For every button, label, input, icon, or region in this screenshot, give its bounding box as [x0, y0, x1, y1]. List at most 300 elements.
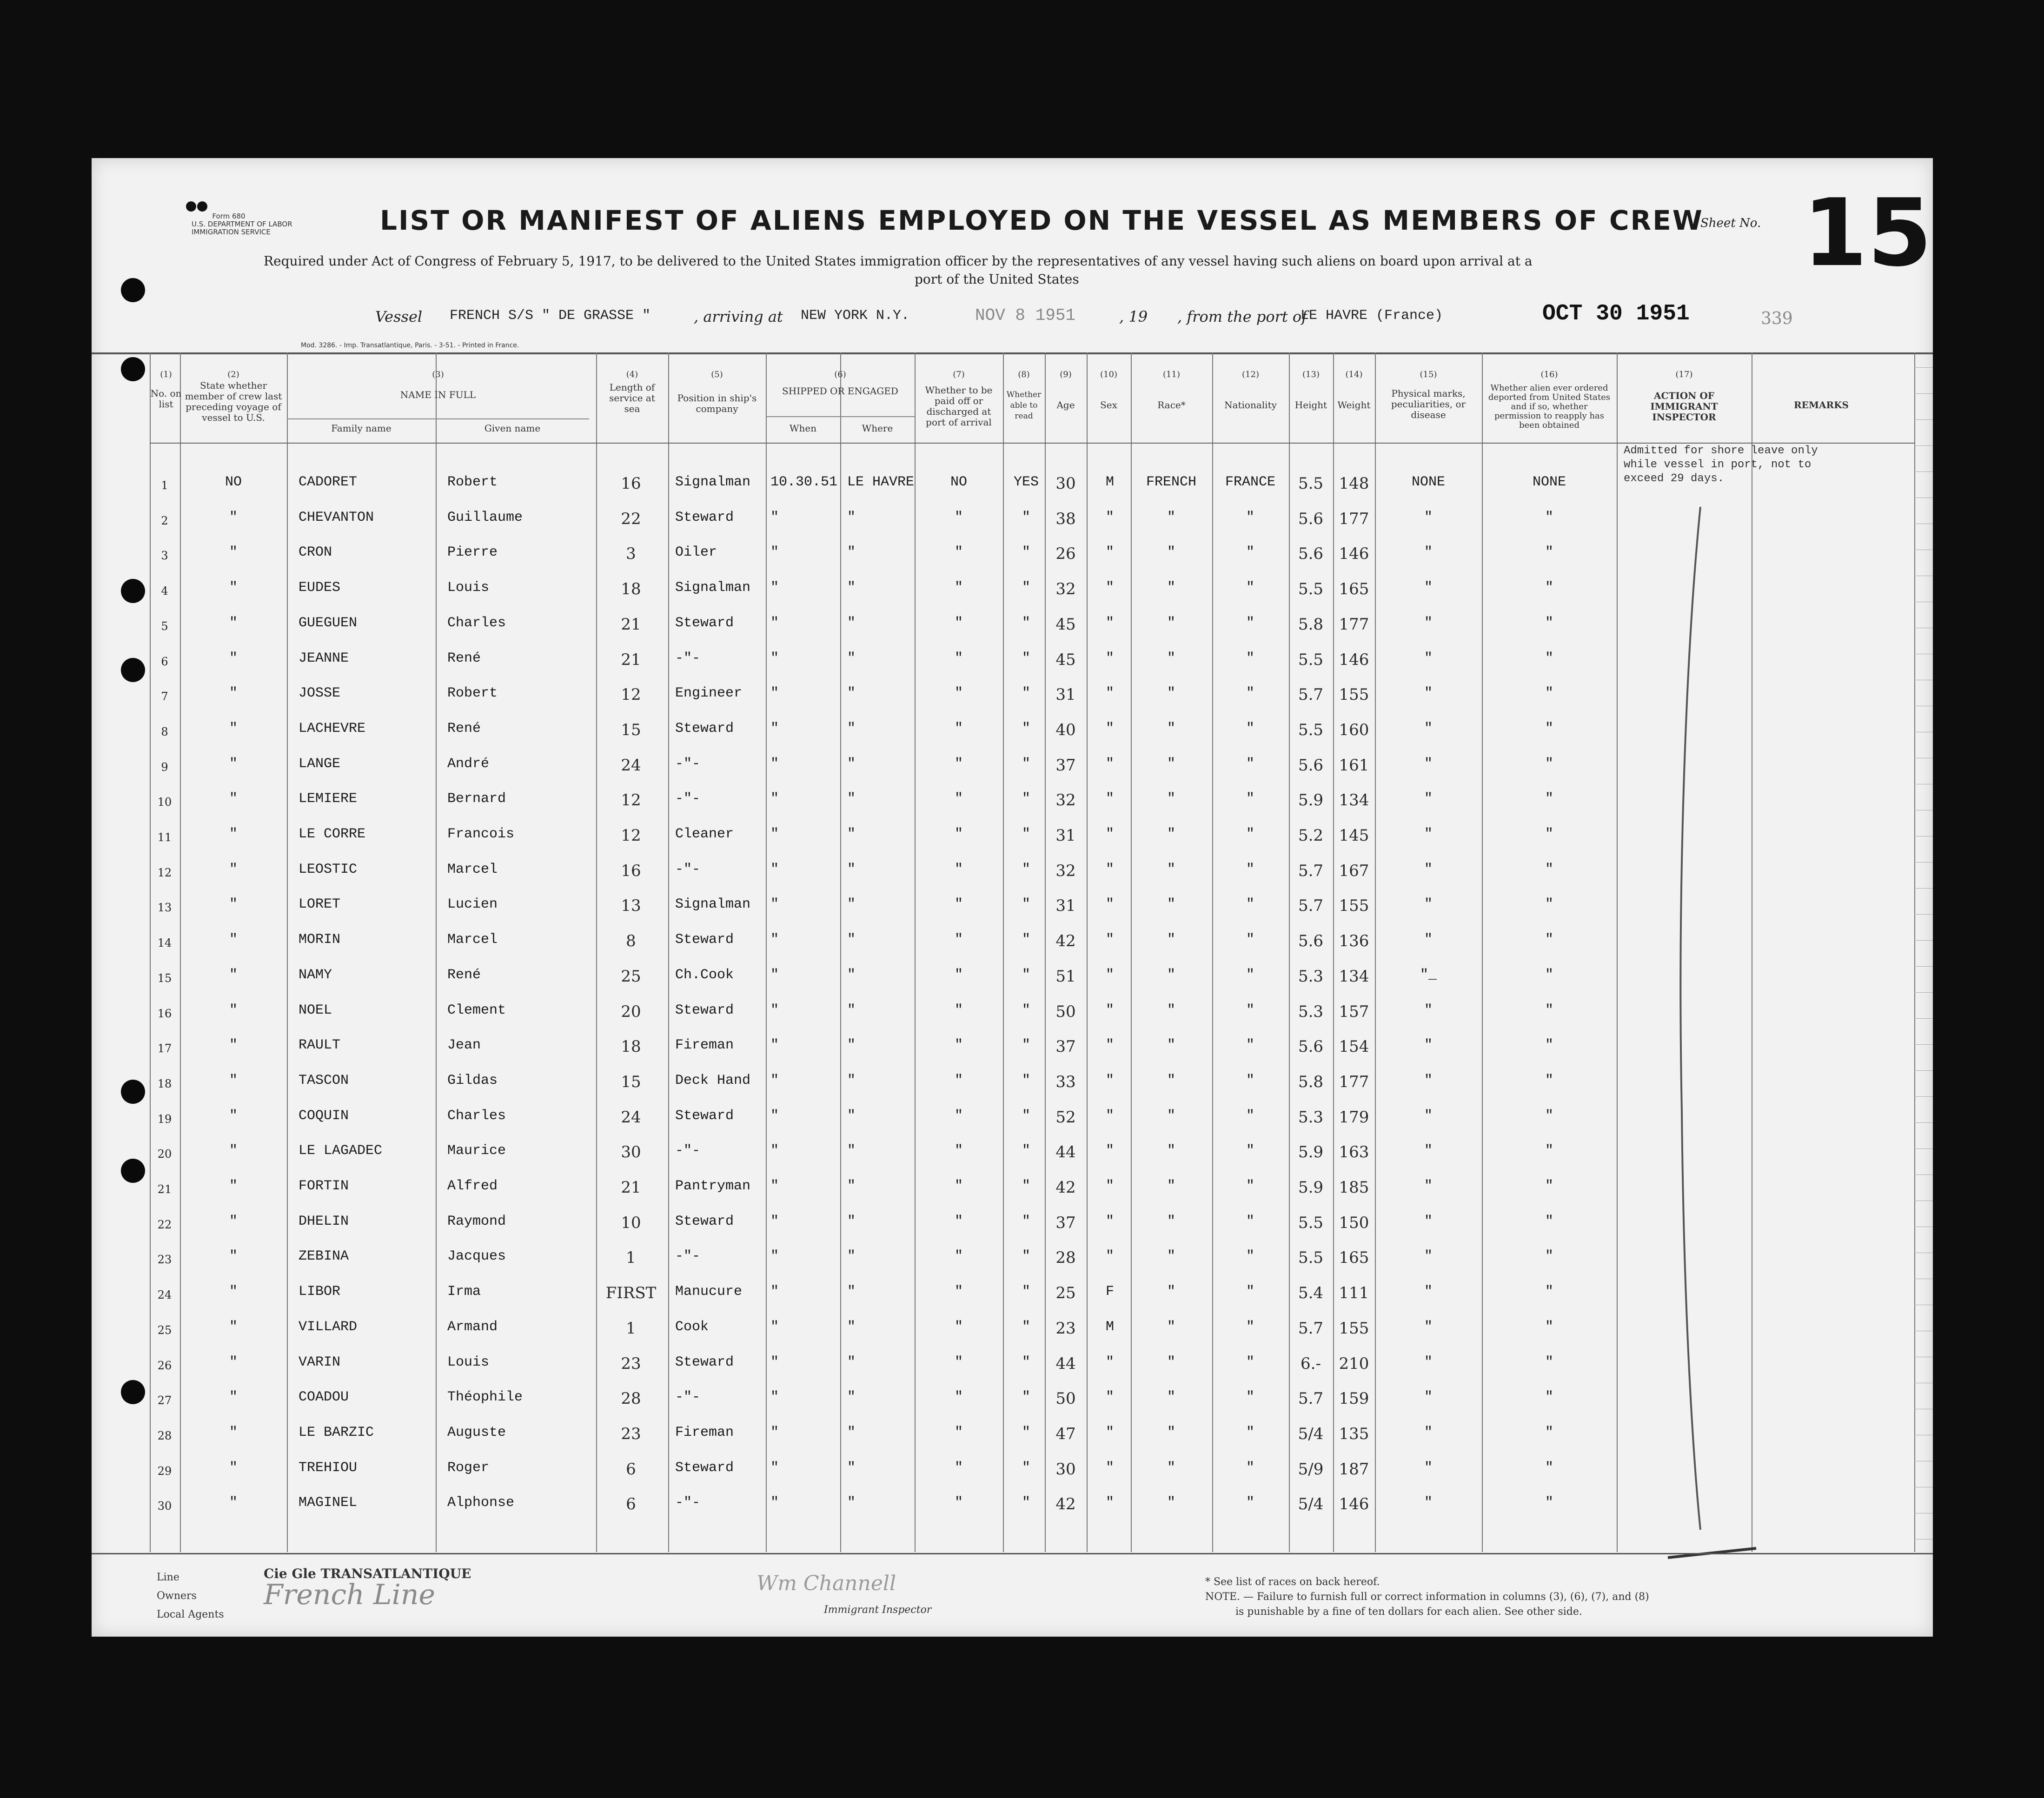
row-number: 5 — [161, 619, 168, 633]
col-num: (17) — [1675, 370, 1693, 379]
form-department: U.S. DEPARTMENT OF LABOR — [192, 220, 292, 228]
cell-deported: " — [1545, 896, 1553, 913]
cell-deported: " — [1545, 615, 1553, 631]
row-number: 22 — [157, 1218, 172, 1231]
cell-age: 32 — [1055, 791, 1076, 810]
cell-height: 5.4 — [1298, 1284, 1324, 1303]
cell-race: " — [1167, 544, 1175, 561]
cell-weight: 146 — [1339, 1495, 1369, 1514]
cell-age: 42 — [1055, 932, 1076, 951]
cell-age: 32 — [1055, 580, 1076, 599]
cell-race: " — [1167, 1178, 1175, 1194]
cell-prev: " — [229, 791, 238, 807]
cell-when: " — [770, 544, 779, 561]
cell-prev: " — [229, 1178, 238, 1194]
row-number: 3 — [161, 549, 168, 563]
cell-marks: " — [1424, 720, 1433, 736]
cell-where: " — [847, 650, 856, 666]
subtitle-line-2: port of the United States — [915, 272, 1079, 287]
cell-paid: " — [954, 580, 963, 596]
cell-family: LE BARZIC — [299, 1424, 374, 1440]
cell-family: GUEGUEN — [299, 615, 358, 631]
row-number: 30 — [157, 1499, 172, 1513]
cell-nat: " — [1246, 932, 1254, 948]
cell-height: 5.6 — [1298, 932, 1324, 951]
cell-deported: " — [1545, 1460, 1553, 1476]
vessel-name: FRENCH S/S " DE GRASSE " — [450, 308, 651, 324]
cell-deported: " — [1545, 580, 1553, 596]
fine-note: NOTE. — Failure to furnish full or correct information in columns (3), (6), (7), and (8) — [1205, 1591, 1649, 1603]
cell-age: 38 — [1055, 509, 1076, 528]
cell-when: " — [770, 826, 779, 842]
ruled-line — [1914, 419, 1933, 420]
cell-height: 5.9 — [1298, 1143, 1324, 1162]
col-num: (7) — [953, 370, 965, 379]
cell-height: 5.6 — [1298, 1037, 1324, 1056]
cell-when: " — [770, 1424, 779, 1440]
sheet-label: Sheet No. — [1700, 216, 1761, 230]
row-number: 9 — [161, 760, 168, 774]
cell-given: René — [447, 967, 481, 983]
cell-service: 21 — [621, 615, 641, 634]
cell-weight: 210 — [1339, 1354, 1369, 1373]
table-column-rule — [766, 352, 767, 1552]
cell-given: Jean — [447, 1037, 481, 1054]
binder-hole — [121, 658, 145, 682]
header-sub-rule — [287, 418, 589, 419]
ruled-line — [1914, 966, 1933, 967]
cell-height: 5.8 — [1298, 615, 1324, 634]
cell-family: MAGINEL — [299, 1495, 358, 1511]
cell-position: Pantryman — [675, 1178, 751, 1194]
cell-where: " — [847, 1284, 856, 1300]
ruled-line — [1914, 1122, 1933, 1123]
ruled-line — [1914, 940, 1933, 941]
row-number: 17 — [157, 1042, 172, 1055]
cell-marks: " — [1424, 896, 1433, 913]
cell-age: 44 — [1055, 1354, 1076, 1373]
cell-where: " — [847, 791, 856, 807]
cell-height: 5.7 — [1298, 896, 1324, 916]
cell-weight: 146 — [1339, 544, 1369, 564]
cell-marks: " — [1424, 1284, 1433, 1300]
cell-where: " — [847, 1143, 856, 1159]
binder-hole — [121, 1080, 145, 1104]
seal-dot — [197, 201, 207, 212]
cell-race: " — [1167, 1389, 1175, 1406]
cell-prev: " — [229, 1248, 238, 1265]
cell-sex: " — [1105, 1248, 1114, 1265]
cell-height: 5.7 — [1298, 1389, 1324, 1408]
col-num: (15) — [1420, 370, 1437, 379]
cell-paid: " — [954, 1108, 963, 1124]
cell-sex: " — [1105, 580, 1114, 596]
cell-service: 12 — [621, 685, 641, 704]
cell-position: Cleaner — [675, 826, 734, 842]
cell-read: " — [1022, 756, 1030, 772]
cell-age: 45 — [1055, 650, 1076, 669]
cell-position: Fireman — [675, 1424, 734, 1440]
ruled-line — [1914, 1096, 1933, 1097]
cell-weight: 155 — [1339, 685, 1369, 704]
col-num: (8) — [1018, 370, 1030, 379]
cell-weight: 160 — [1339, 720, 1369, 739]
cell-service: 20 — [621, 1002, 641, 1021]
cell-service: 15 — [621, 720, 641, 739]
cell-when: " — [770, 509, 779, 525]
cell-height: 5/4 — [1298, 1495, 1324, 1514]
cell-service: 6 — [626, 1495, 636, 1514]
cell-sex: " — [1105, 1354, 1114, 1370]
table-column-rule — [1914, 352, 1915, 1552]
cell-when: " — [770, 1178, 779, 1194]
cell-where: " — [847, 1108, 856, 1124]
col-header-family: Family name — [331, 423, 392, 434]
cell-race: " — [1167, 896, 1175, 913]
cell-age: 30 — [1055, 474, 1076, 493]
cell-race: " — [1167, 1354, 1175, 1370]
cell-marks: " — [1424, 580, 1433, 596]
cell-nat: FRANCE — [1225, 474, 1276, 490]
cell-read: " — [1022, 615, 1030, 631]
cell-race: " — [1167, 756, 1175, 772]
cell-position: -"- — [675, 791, 701, 807]
cell-weight: 150 — [1339, 1213, 1369, 1232]
col-header-nationality: Nationality — [1224, 399, 1277, 411]
cell-weight: 163 — [1339, 1143, 1369, 1162]
cell-height: 5.9 — [1298, 791, 1324, 810]
cell-race: " — [1167, 580, 1175, 596]
ruled-line — [1914, 393, 1933, 394]
cell-position: Steward — [675, 615, 734, 631]
cell-where: " — [847, 1424, 856, 1440]
cell-where: " — [847, 509, 856, 525]
cell-race: " — [1167, 1108, 1175, 1124]
cell-where: " — [847, 544, 856, 561]
cell-family: VARIN — [299, 1354, 341, 1370]
cell-given: Gildas — [447, 1072, 498, 1088]
col-header-age: Age — [1056, 399, 1075, 411]
row-number: 19 — [157, 1112, 172, 1126]
cell-height: 5.3 — [1298, 1002, 1324, 1021]
cell-nat: " — [1246, 861, 1254, 877]
cell-given: Robert — [447, 474, 498, 490]
cell-where: LE HAVRE — [847, 474, 915, 490]
cell-sex: " — [1105, 1143, 1114, 1159]
cell-weight: 135 — [1339, 1424, 1369, 1443]
cell-height: 5.5 — [1298, 474, 1324, 493]
cell-marks: " — [1424, 1495, 1433, 1511]
cell-marks: " — [1424, 1002, 1433, 1018]
cell-service: 22 — [621, 509, 641, 528]
ruled-line — [1914, 1148, 1933, 1149]
cell-prev: " — [229, 1389, 238, 1406]
cell-height: 5.6 — [1298, 544, 1324, 564]
cell-marks: " — [1424, 932, 1433, 948]
cell-read: " — [1022, 1037, 1030, 1054]
cell-marks: " — [1424, 615, 1433, 631]
col-num: (9) — [1060, 370, 1072, 379]
cell-nat: " — [1246, 1002, 1254, 1018]
cell-race: " — [1167, 685, 1175, 702]
cell-position: Steward — [675, 1002, 734, 1018]
cell-sex: " — [1105, 509, 1114, 525]
cell-when: " — [770, 720, 779, 736]
cell-race: " — [1167, 1072, 1175, 1088]
cell-nat: " — [1246, 1037, 1254, 1054]
cell-where: " — [847, 1460, 856, 1476]
cell-where: " — [847, 580, 856, 596]
cell-given: Raymond — [447, 1213, 506, 1229]
cell-deported: " — [1545, 650, 1553, 666]
cell-family: LIBOR — [299, 1284, 341, 1300]
cell-marks: " — [1424, 1354, 1433, 1370]
cell-paid: " — [954, 1248, 963, 1265]
cell-paid: " — [954, 791, 963, 807]
cell-prev: " — [229, 826, 238, 842]
ruled-line — [1914, 1044, 1933, 1045]
cell-position: Steward — [675, 509, 734, 525]
cell-family: JEANNE — [299, 650, 349, 666]
cell-age: 50 — [1055, 1389, 1076, 1408]
cell-age: 44 — [1055, 1143, 1076, 1162]
ruled-line — [1914, 1070, 1933, 1071]
cell-when: " — [770, 932, 779, 948]
cell-position: Steward — [675, 1213, 734, 1229]
cell-given: René — [447, 720, 481, 736]
cell-family: COQUIN — [299, 1108, 349, 1124]
cell-family: NAMY — [299, 967, 332, 983]
cell-nat: " — [1246, 1495, 1254, 1511]
cell-family: LEOSTIC — [299, 861, 358, 877]
cell-nat: " — [1246, 650, 1254, 666]
cell-family: CADORET — [299, 474, 358, 490]
cell-position: Ch.Cook — [675, 967, 734, 983]
cell-nat: " — [1246, 1389, 1254, 1406]
cell-weight: 157 — [1339, 1002, 1369, 1021]
col-header-deported: Whether alien ever ordered deported from United States and if so, whether permission to reapply has been obtained — [1488, 383, 1611, 430]
cell-read: " — [1022, 967, 1030, 983]
cell-height: 5.5 — [1298, 650, 1324, 669]
cell-nat: " — [1246, 1284, 1254, 1300]
cell-height: 5.5 — [1298, 1248, 1324, 1267]
cell-deported: " — [1545, 826, 1553, 842]
cell-nat: " — [1246, 1354, 1254, 1370]
cell-prev: " — [229, 1354, 238, 1370]
cell-paid: " — [954, 615, 963, 631]
row-number: 11 — [157, 831, 172, 844]
cell-paid: " — [954, 861, 963, 877]
cell-service: 3 — [626, 544, 636, 564]
cell-family: TASCON — [299, 1072, 349, 1088]
cell-family: DHELIN — [299, 1213, 349, 1229]
cell-nat: " — [1246, 544, 1254, 561]
cell-read: " — [1022, 1460, 1030, 1476]
cell-weight: 155 — [1339, 1319, 1369, 1338]
cell-position: Signalman — [675, 896, 751, 913]
cell-read: " — [1022, 1319, 1030, 1335]
cell-nat: " — [1246, 1460, 1254, 1476]
cell-position: Steward — [675, 720, 734, 736]
cell-paid: " — [954, 544, 963, 561]
cell-marks: " — [1424, 1389, 1433, 1406]
row-number: 18 — [157, 1077, 172, 1090]
cell-paid: " — [954, 967, 963, 983]
ruled-line — [1914, 445, 1933, 446]
table-column-rule — [1212, 352, 1213, 1552]
cell-prev: NO — [225, 474, 242, 490]
cell-prev: " — [229, 1284, 238, 1300]
cell-sex: " — [1105, 720, 1114, 736]
ruled-line — [1914, 992, 1933, 993]
cell-where: " — [847, 720, 856, 736]
cell-sex: " — [1105, 1389, 1114, 1406]
cell-sex: " — [1105, 1002, 1114, 1018]
row-number: 10 — [157, 796, 172, 809]
cell-given: André — [447, 756, 490, 772]
cell-sex: " — [1105, 615, 1114, 631]
cell-prev: " — [229, 1460, 238, 1476]
cell-paid: " — [954, 1072, 963, 1088]
col-num: (11) — [1163, 370, 1180, 379]
cell-service: 13 — [621, 896, 641, 916]
cell-weight: 177 — [1339, 509, 1369, 528]
cell-marks: " — [1424, 509, 1433, 525]
cell-paid: " — [954, 756, 963, 772]
cell-age: 51 — [1055, 967, 1076, 986]
cell-weight: 136 — [1339, 932, 1369, 951]
cell-position: -"- — [675, 1389, 701, 1406]
cell-age: 28 — [1055, 1248, 1076, 1267]
cell-nat: " — [1246, 791, 1254, 807]
cell-read: " — [1022, 826, 1030, 842]
cell-read: " — [1022, 896, 1030, 913]
cell-read: " — [1022, 720, 1030, 736]
cell-position: Deck Hand — [675, 1072, 751, 1088]
row-number: 16 — [157, 1007, 172, 1020]
cell-read: " — [1022, 791, 1030, 807]
cell-position: Manucure — [675, 1284, 743, 1300]
cell-prev: " — [229, 932, 238, 948]
col-header-prev-voyage: State whether member of crew last preceding voyage of vessel to U.S. — [185, 380, 282, 423]
cell-deported: " — [1545, 1002, 1553, 1018]
col-header-action: ACTION OF IMMIGRANT INSPECTOR — [1650, 390, 1718, 423]
cell-paid: " — [954, 1002, 963, 1018]
cell-prev: " — [229, 509, 238, 525]
cell-when: " — [770, 650, 779, 666]
cell-race: " — [1167, 1248, 1175, 1265]
cell-age: 37 — [1055, 1213, 1076, 1232]
cell-race: " — [1167, 1319, 1175, 1335]
cell-given: Pierre — [447, 544, 498, 561]
cell-family: TREHIOU — [299, 1460, 358, 1476]
cell-weight: 148 — [1339, 474, 1369, 493]
cell-paid: " — [954, 1495, 963, 1511]
cell-family: RAULT — [299, 1037, 341, 1054]
cell-prev: " — [229, 1143, 238, 1159]
cell-sex: " — [1105, 756, 1114, 772]
form-number: Form 680 — [212, 212, 246, 220]
cell-service: 16 — [621, 474, 641, 493]
col-num: (2) — [227, 370, 239, 379]
cell-marks: " — [1424, 861, 1433, 877]
cell-paid: " — [954, 685, 963, 702]
cell-paid: NO — [950, 474, 967, 490]
races-note: * See list of races on back hereof. — [1205, 1576, 1380, 1588]
col-header-given: Given name — [484, 423, 541, 434]
cell-height: 5.6 — [1298, 756, 1324, 775]
cell-deported: " — [1545, 685, 1553, 702]
cell-paid: " — [954, 1354, 963, 1370]
cell-paid: " — [954, 896, 963, 913]
cell-sex: " — [1105, 861, 1114, 877]
form-block — [192, 202, 292, 236]
cell-height: 5.3 — [1298, 967, 1324, 986]
cell-service: 28 — [621, 1389, 641, 1408]
manifest-sheet — [92, 158, 1933, 1637]
cell-prev: " — [229, 1072, 238, 1088]
cell-nat: " — [1246, 1178, 1254, 1194]
cell-prev: " — [229, 1108, 238, 1124]
cell-read: " — [1022, 1108, 1030, 1124]
cell-service: 1 — [626, 1319, 636, 1338]
cell-given: Guillaume — [447, 509, 523, 525]
binder-hole — [121, 278, 145, 302]
cell-race: " — [1167, 1495, 1175, 1511]
col-header-position: Position in ship's company — [677, 392, 757, 414]
header-sub-rule — [766, 416, 915, 417]
cell-prev: " — [229, 1002, 238, 1018]
cell-paid: " — [954, 932, 963, 948]
cell-height: 5.7 — [1298, 1319, 1324, 1338]
cell-nat: " — [1246, 720, 1254, 736]
cell-read: " — [1022, 509, 1030, 525]
cell-paid: " — [954, 1037, 963, 1054]
table-column-rule — [180, 352, 181, 1552]
cell-paid: " — [954, 1424, 963, 1440]
cell-position: Oiler — [675, 544, 717, 561]
cell-sex: " — [1105, 544, 1114, 561]
cell-position: Signalman — [675, 474, 751, 490]
cell-family: COADOU — [299, 1389, 349, 1406]
ruled-line — [1914, 888, 1933, 889]
cell-prev: " — [229, 1319, 238, 1335]
col-header-height: Height — [1294, 399, 1327, 411]
cell-height: 5/4 — [1298, 1424, 1324, 1443]
col-header-where: Where — [862, 423, 893, 434]
line-value: Cie Gle TRANSATLANTIQUE — [264, 1566, 471, 1581]
cell-family: LE CORRE — [299, 826, 366, 842]
cell-where: " — [847, 1354, 856, 1370]
cell-nat: " — [1246, 826, 1254, 842]
cell-family: ZEBINA — [299, 1248, 349, 1265]
cell-age: 40 — [1055, 720, 1076, 739]
cell-given: Armand — [447, 1319, 498, 1335]
cell-position: -"- — [675, 861, 701, 877]
cell-paid: " — [954, 1389, 963, 1406]
cell-sex: " — [1105, 1108, 1114, 1124]
ruled-line — [1914, 914, 1933, 915]
cell-family: NOEL — [299, 1002, 332, 1018]
cell-paid: " — [954, 1460, 963, 1476]
cell-race: " — [1167, 615, 1175, 631]
cell-sex: " — [1105, 1072, 1114, 1088]
cell-given: Maurice — [447, 1143, 506, 1159]
cell-service: 30 — [621, 1143, 641, 1162]
cell-family: LACHEVRE — [299, 720, 366, 736]
cell-service: 23 — [621, 1424, 641, 1443]
cell-marks: " — [1424, 1248, 1433, 1265]
